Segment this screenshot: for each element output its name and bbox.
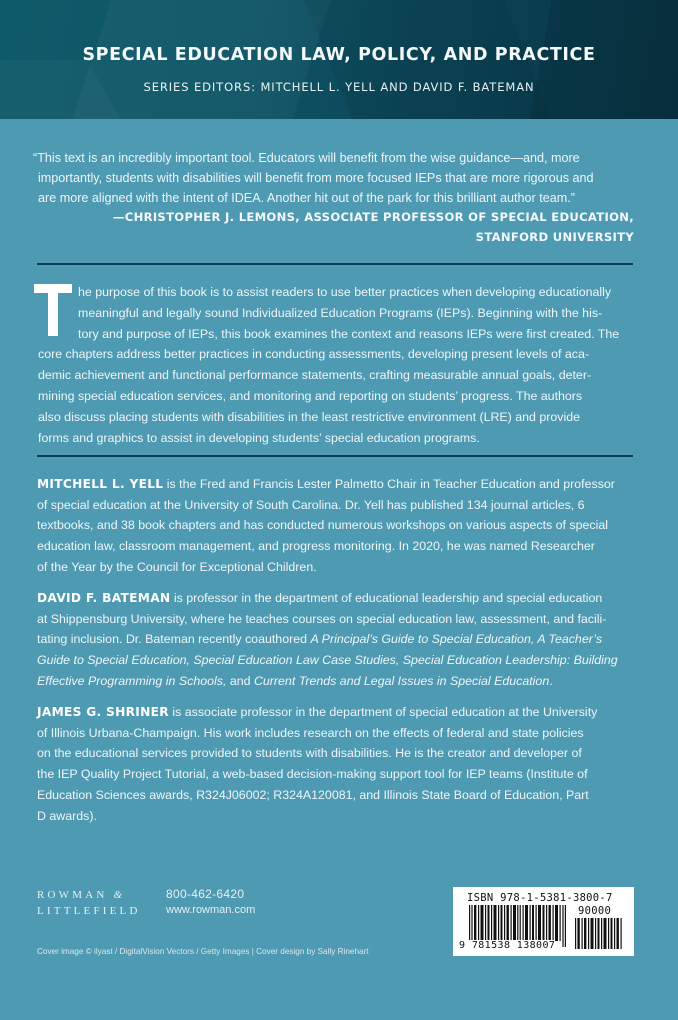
bio-text: on the educational services provided to students with disabilities. He is the creator and developer of [37,746,582,761]
bio-text: the IEP Quality Project Tutorial, a web-based decision-making support tool for IEP teams (Institute of [37,767,588,782]
description-line: core chapters address better practices in conducting assessments, developing present levels of aca- [38,347,589,362]
bio-text: . [549,673,553,688]
description-line: demic achievement and functional performance statements, crafting measurable annual goals, deter- [38,368,592,383]
author-name: DAVID F. BATEMAN [37,591,171,605]
isbn-label: ISBN 978-1-5381-3800-7 [467,892,613,904]
bio-text: of the Year by the Council for Exceptional Children. [37,559,317,574]
bio-text: is associate professor in the department of special education at the University [168,705,598,719]
publisher-phone: 800-462-6420 [166,887,245,901]
cover-credits: Cover image © ilyast / DigitalVision Vectors / Getty Images | Cover design by Sally Rinehart [37,947,369,956]
bio-text: and [226,673,254,688]
isbn-barcode [453,887,634,956]
bio-text: textbooks, and 38 book chapters and has conducted numerous workshops on various aspects of special [37,518,609,533]
barcode-digits: 9 781538 138007 [459,940,556,951]
attribution-line: —CHRISTOPHER J. LEMONS, ASSOCIATE PROFESSOR OF SPECIAL EDUCATION, [112,210,634,224]
description-line: meaningful and legally sound Individualized Education Programs (IEPs). Beginning with the his- [78,305,603,320]
series-title: SPECIAL EDUCATION LAW, POLICY, AND PRACTICE [82,45,596,65]
author-bio-bateman [37,588,634,692]
quote-line: importantly, students with disabilities will benefit from more focused IEPs that are more rigorous and [38,171,594,185]
bio-text: of Illinois Urbana-Champaign. His work includes research on the effects of federal and state policies [37,725,584,740]
quote-line: “This text is an incredibly important tool. Educators will benefit from the wise guidance—and, more [33,151,580,165]
book-titles: A Principal’s Guide to Special Education, A Teacher’s [310,632,603,647]
bio-text: education law, classroom management, and progress monitoring. In 2020, he was named Researcher [37,539,595,554]
series-header [0,0,678,119]
author-name: JAMES G. SHRINER [37,705,169,719]
description-line: tory and purpose of IEPs, this book examines the context and reasons IEPs were first created. The [78,326,620,341]
endorsement-attribution [34,207,634,247]
series-editors: SERIES EDITORS: MITCHELL L. YELL AND DAVID F. BATEMAN [143,80,535,94]
barcode-addon-icon [575,918,623,949]
author-bio-yell [37,474,634,578]
author-name: MITCHELL L. YELL [37,477,164,491]
price-code: 90000 [578,905,612,917]
book-titles: Guide to Special Education, Special Education Law Case Studies, Special Education Leadership: Building [37,653,618,668]
bio-text: Education Sciences awards, R324J06002; R324A120081, and Illinois State Board of Education, Part [37,787,589,802]
attribution-line: STANFORD UNIVERSITY [475,230,634,244]
publisher-website[interactable]: www.rowman.com [166,904,256,916]
bio-text: D awards). [37,808,97,823]
book-titles: Current Trends and Legal Issues in Special Education [253,673,550,688]
drop-cap-t [34,284,72,336]
publisher-contact [166,886,255,918]
description-line: forms and graphics to assist in developing students’ special education programs. [38,430,480,445]
section-divider [37,263,633,265]
logo-text: ROWMAN [37,889,108,901]
bio-text: tating inclusion. Dr. Bateman recently coauthored [37,632,311,647]
description-line: mining special education services, and monitoring and reporting on students’ progress. The authors [38,389,583,403]
bio-text: is the Fred and Francis Lester Palmetto Chair in Teacher Education and professor [163,477,615,491]
logo-text: LITTLEFIELD [37,904,141,917]
description-line: he purpose of this book is to assist readers to use better practices when developing educationally [78,285,612,299]
bio-text: is professor in the department of educational leadership and special education [170,591,603,605]
author-bio-shriner [37,702,634,826]
section-divider [37,455,633,457]
bio-text: of special education at the University of South Carolina. Dr. Yell has published 134 journal articles, 6 [37,497,585,512]
quote-line: are more aligned with the intent of IDEA. Another hit out of the park for this brilliant author team.” [38,191,575,205]
logo-ampersand: & [113,889,123,901]
endorsement-quote [33,148,638,208]
book-titles: Effective Programming in Schools, [37,673,227,688]
bio-text: at Shippensburg University, where he teaches courses on special education law, assessment, and facili- [37,611,607,626]
publisher-logo [37,888,141,919]
description-line: also discuss placing students with disabilities in the least restrictive environment (LRE) and provide [38,409,581,424]
